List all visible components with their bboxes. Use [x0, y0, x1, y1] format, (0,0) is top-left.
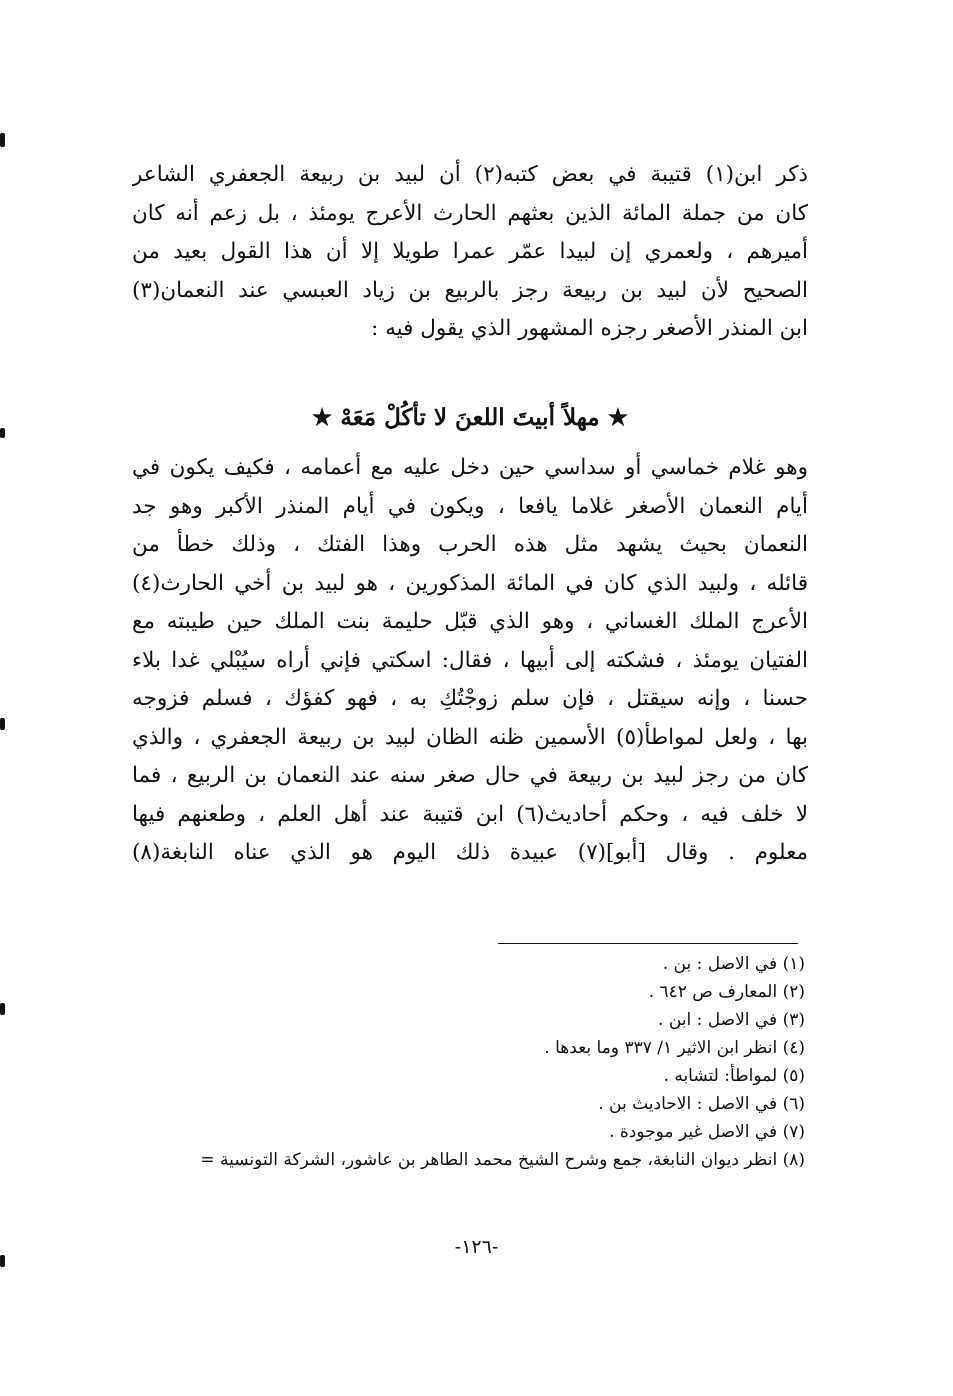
footnote: (٤) انظر ابن الاثير ١/ ٣٣٧ وما بعدها .	[544, 1038, 805, 1058]
footnote: (٥) لمواطأ: لتشابه .	[663, 1066, 805, 1086]
footnote: (١) في الاصل : بن .	[662, 954, 805, 974]
text-line: الصحيح لأن لبيد بن ربيعة رجز بالربيع بن زياد العبسي عند النعمان(٣)	[132, 277, 808, 303]
page-number: -١٢٦-	[454, 1236, 499, 1258]
text-line: معلوم . وقال [أبو](٧) عبيدة ذلك اليوم هو الذي عناه النابغة(٨)	[132, 840, 808, 865]
text-line: كان من جملة المائة الذين بعثهم الحارث الأعرج يومئذ ، بل زعم أنه كان	[132, 200, 808, 226]
text-line: قائله ، ولبيد الذي كان في المائة المذكورين ، هو لبيد بن أخي الحارث(٤)	[132, 570, 808, 596]
footnote: (٣) في الاصل : ابن .	[658, 1010, 805, 1030]
text-line: أيام النعمان الأصغر غلاما يافعا ، ويكون في أيام المنذر الأكبر وهو جد	[132, 493, 808, 519]
text-line: كان من رجز لبيد بن ربيعة في حال صغر سنه عند النعمان بن الربيع ، فما	[132, 763, 808, 788]
margin-mark	[0, 428, 5, 438]
margin-mark	[0, 718, 5, 730]
margin-mark	[0, 133, 5, 147]
margin-mark	[0, 1003, 5, 1015]
text-line: الفتيان يومئذ ، فشكته إلى أبيها ، فقال: اسكتي فإني أراه سيُبْلي غدا بلاء	[132, 647, 808, 673]
text-line: لا خلف فيه ، وحكم أحاديث(٦) ابن قتيبة عند أهل العلم ، وطعنهم فيها	[132, 801, 808, 827]
footnote: (٨) انظر ديوان النابغة، جمع وشرح الشيخ محمد الطاهر بن عاشور، الشركة التونسية =	[200, 1150, 805, 1170]
text-line: وهو غلام خماسي أو سداسي حين دخل عليه مع أعمامه ، فكيف يكون في	[132, 455, 808, 480]
footnote: (٦) في الاصل : الاحاديث بن .	[598, 1094, 805, 1114]
text-line: أميرهم ، ولعمري إن لبيدا عمّر عمرا طويلا إلا أن هذا القول بعيد من	[132, 239, 808, 264]
text-line: النعمان بحيث يشهد مثل هذه الحرب وهذا الفتك ، وذلك خطأ من	[132, 532, 808, 557]
footnote: (٢) المعارف ص ٦٤٢ .	[648, 982, 805, 1002]
footnote: (٧) في الاصل غير موجودة .	[609, 1122, 805, 1142]
text-line: ابن المنذر الأصغر رجزه المشهور الذي يقول فيه :	[371, 316, 808, 341]
footnote-divider	[498, 943, 798, 944]
verse-line: ★ مهلاً أبيتَ اللعنَ لا تأكُلْ مَعَهْ ★	[311, 404, 629, 431]
paragraph-1	[132, 156, 808, 349]
paragraph-2	[132, 449, 808, 873]
text-line: الأعرج الملك الغساني ، وهو الذي قبّل حليمة بنت الملك حين طيبته مع	[132, 609, 808, 634]
text-line: ذكر ابن(١) قتيبة في بعض كتبه(٢) أن لبيد بن ربيعة الجعفري الشاعر	[132, 162, 808, 187]
text-line: بها ، ولعل لمواطأ(٥) الأسمين ظنه الظان لبيد بن ربيعة الجعفري ، والذي	[132, 724, 808, 750]
footnotes	[100, 950, 805, 1174]
text-line: حسنا ، وإنه سيقتل ، فإن سلم زوجْتُكِ به ، فهو كفؤك ، فسلم فزوجه	[132, 686, 808, 711]
